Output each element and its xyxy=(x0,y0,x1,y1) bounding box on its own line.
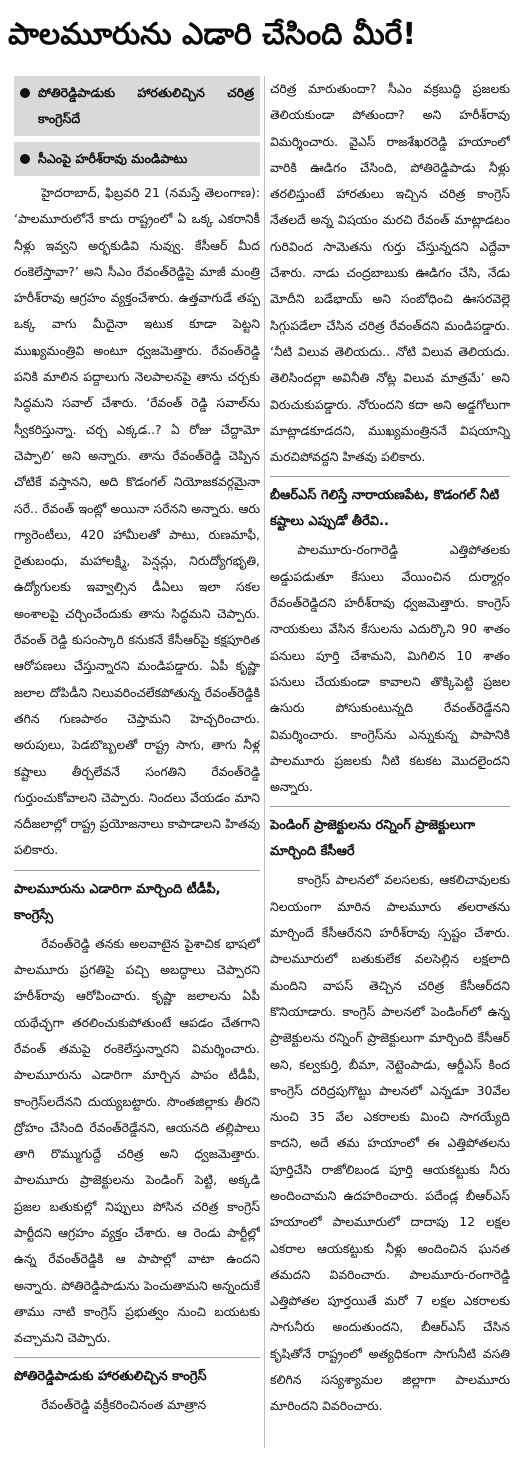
lead-paragraph: చరిత్ర మారుతుందా? సీఎం వక్రబుద్ధి ప్రజలకు తెలియకుండా పోతుందా? అని హరీశ్‌రావు విమర్శించారు. వైఎస్ రాజశేఖరరెడ్డి హయాంలో వారికి ఊడిగం చేసింది, పోతిరెడ్డిపాడు నీళ్లు తరలిస్తుంటే హారతులు ఇచ్చిన చరిత్ర కాంగ్రెస్ నేతలదే అన్న విషయం మరచి రేవంత్ మాట్లాడటం గురివింద సామెతను గుర్తు చేస్తున్నదని ఎద్దేవా చేశారు. నాడు చంద్రబాబుకు ఊడిగం చేసి, నేడు మోదీని బడేభాయ్ అని సంబోధించి ఊసరవెల్లె సిగ్గుపడేలా చేసిన చరిత్ర రేవంత్‌దని మండిపడ్డారు. ‘నీటి విలువ తెలియదు.. నోటి విలువ తెలియదు. తెలిసిందల్లా అవినీతి నోట్ల విలువ మాత్రమే’ అని విరుచుకుపడ్డారు. నోరుందని కదా అని అడ్డగోలుగా మాట్లాడకూడదని, ముఖ్యమంత్రిననే విషయాన్ని మరచిపోవద్దని హితవు పలికారు. xyxy=(270,81,510,465)
right-column xyxy=(270,76,510,1448)
section-heading: పోతిరెడ్డిపాడుకు హారతులిచ్చిన కాంగ్రెస్ xyxy=(14,1369,207,1385)
section-divider xyxy=(270,476,510,477)
section-divider xyxy=(270,806,510,807)
bullet-icon xyxy=(20,154,30,164)
bullet-icon xyxy=(20,88,30,98)
section-paragraph: రేవంత్‌రెడ్డి వక్రీకరించినంత మాత్రాన xyxy=(41,1397,207,1413)
section-paragraph: పాలమూరు-రంగారెడ్డి ఎత్తిపోతలకు అడ్డుపడుతూ కేసులు వేయించిన దుర్మార్గం రేవంత్‌రెడ్డిదని హరీశ్‌రావు ధ్వజమెత్తారు. కాంగ్రెస్ నాయకులు వేసిన కేసులను ఎదుర్కొని 90 శాతం పనులు పూర్తి చేశామని, మిగిలిన 10 శాతం పనులు చేయకుండా కావాలని తొక్కిపెట్టి ప్రజల ఉసురు పోసుకుంటున్నది రేవంత్‌రెడ్డేనని విమర్శించారు. కాంగ్రెస్‌ను ఎన్నుకున్న పాపానికి పాలమూరు ప్రజలకు నీటి కటకట మొదలైందని అన్నారు. xyxy=(270,542,510,795)
column-divider xyxy=(264,76,265,1448)
highlight-item xyxy=(14,142,260,176)
section-heading: పాలమూరును ఎడారిగా మార్చింది టీడీపీ, కాంగ్రెస్సే xyxy=(14,881,221,923)
highlight-item xyxy=(14,76,260,136)
intro-paragraph: హైదరాబాద్, ఫిబ్రవరి 21 (నమస్తే తెలంగాణ): ‘పాలమూరులోనే కాదు రాష్ట్రంలో ఏ ఒక్క ఎకరానికీ నీళ్లు ఇవ్వని అర్భకుడివి నువ్వు. కేసీఆర్ మీద రంకెలేస్తావా?’ అని సీఎం రేవంత్‌రెడ్డిపై మాజీ మంత్రి హరీశ్‌రావు ఆగ్రహం వ్యక్తంచేశారు. ఉత్తవాగుడే తప్ప ఒక్క వాగు మీదైనా ఇటుక కూడా పెట్టని ముఖ్యమంత్రివి అంటూ ధ్వజమెత్తారు. రేవంత్‌రెడ్డి పనికి మాలిన పద్దాలుగు నెలపాలనపై తాను చర్చకు సిద్ధమని సవాల్ చేశారు. ‘రేవంత్ రెడ్డి సవాల్‌ను స్వీకరిస్తున్నా. చర్చ ఎక్కడ..? ఏ రోజు చేద్దామో చెప్పాలి’ అని అన్నారు. తాను రేవంత్‌రెడ్డి చెప్పిన చోటికే వస్తానని, అది కొడంగల్ నియోజకవర్గమైనా సరే.. రేవంత్ ఇంట్లో అయినా సరేనని అన్నారు. ఆరు గ్యారెంటీలు, 420 హామీలతో పాటు, రుణమాఫీ, రైతుబంధు, మహాలక్ష్మి, పెన్షన్లు, నిరుద్యోగభృతి, ఉద్యోగులకు ఇవ్వాల్సిన డీఏలు ఇలా సకల అంశాలపై చర్చించేందుకు తాను సిద్ధమని చెప్పారు. రేవంత్ రెడ్డి కుసంస్కారి కనుకనే కేసీఆర్‌పై కక్షపూరిత ఆరోపణలు చేస్తున్నారని మండిపడ్డారు. ఏపీ కృష్ణా జలాల దోపిడీని నిలువరించలేకపోతున్న రేవంత్‌రెడ్డికి తగిన గుణపాఠం చెప్తామని హెచ్చరించారు. అరుపులు, పెడబొబ్బలతో రాష్ట్ర సాగు, తాగు నీళ్ల కష్టాలు తీర్చలేవనే సంగతిని రేవంత్‌రెడ్డి గుర్తుంచుకోవాలని చెప్పారు. నిందలు వేయడం మాని నదీజలాల్లో రాష్ట్ర ప్రయోజనాలు కాపాడాలని హితవు పలికారు. xyxy=(14,185,260,858)
section-divider xyxy=(14,870,260,871)
section-heading: పెండింగ్ ప్రాజెక్టులను రన్నింగ్ ప్రాజెక్టులుగా మార్చింది కేసీఆరే xyxy=(270,818,476,860)
highlights-box xyxy=(14,76,260,176)
section-heading: బీఆర్‌ఎస్ గెలిస్తే నారాయణపేట, కొడంగల్ నీటి కష్టాలు ఎప్పుడో తీరేవి.. xyxy=(270,488,500,530)
highlight-text: సీఎంపై హరీశ్‌రావు మండిపాటు xyxy=(38,151,188,166)
headline: పాలమూరును ఎడారి చేసింది మీరే! xyxy=(8,17,417,52)
left-column xyxy=(14,76,260,1448)
section-divider xyxy=(14,1357,260,1358)
section-paragraph: కాంగ్రెస్ పాలనలో వలసలకు, ఆకలిచావులకు నిలయంగా మారిన పాలమూరు తలరాతను మార్చిందే కేసీఆరేనని హరీశ్‌రావు స్పష్టం చేశారు. పాలమూరులో బతుకులేక వలసెల్లిన లక్షలాది మందిని వాపస్ తెచ్చిన చరిత్ర కేసీఆర్‌దని కొనియాడారు. కాంగ్రెస్ పాలనలో పెండింగ్‌లో ఉన్న ప్రాజెక్టులను రన్నింగ్ ప్రాజెక్టులుగా మార్చింది కేసీఆర్ అని, కల్వకుర్తి, బీమా, నెట్టెంపాడు, ఆర్డీఎస్ కింద కాంగ్రెస్ దరిద్రపుగొట్టు పాలనలో ఎన్నడూ 30వేల నుంచి 35 వేల ఎకరాలకు మించి సాగయ్యేది కాదని, అదే తమ హయాంలో ఈ ఎత్తిపోతలను పూర్తిచేసి రాజోలిబండ పూర్తి ఆయకట్టుకు నీరు అందించామని ఉదహరించారు. పదేండ్ల బీఆర్‌ఎస్ హయాంలో పాలమూరులో దాదాపు 12 లక్షల ఎకరాల ఆయకట్టుకు నీళ్లు అందించిన ఘనత తమదని వివరించారు. పాలమూరు-రంగారెడ్డి ఎత్తిపోతల పూర్తయితే మరో 7 లక్షల ఎకరాలకు సాగునీరు అందుతుందని, బీఆర్‌ఎస్ చేసిన కృషితోనే రాష్ట్రంలో అత్యధికంగా సాగునీటి వసతి కలిగిన సస్యశ్యామల జిల్లాగా పాలమూరు మారిందని వివరించారు. xyxy=(270,872,510,1414)
highlight-text: పోతిరెడ్డిపాడుకు హారతులిచ్చిన చరిత్ర కాంగ్రెస్‌దే xyxy=(38,85,254,126)
section-paragraph: రేవంత్‌రెడ్డి తనకు అలవాటైన పైశాచిక భాషలో పాలమూరు ప్రగతిపై పచ్చి అబద్ధాలు చెప్పారని హరీశ్‌రావు ఆరోపించారు. కృష్ణా జలాలను ఏపీ యథేచ్ఛగా తరలించుకుపోతుంటే ఆపడం చేతగాని రేవంత్ తమపై రంకెలేస్తున్నారని విమర్శించారు. పాలమూరును ఎడారిగా మార్చిన పాపం టీడీపీ, కాంగ్రెస్‌లదేనని దుయ్యబట్టారు. సొంతజిల్లాకు తీరని ద్రోహం చేసింది రేవంత్‌రెడ్డేనని, ఆయనది తల్లిపాలు తాగి రొమ్ముగుద్దే చరిత్ర అని ధ్వజమెత్తారు. పాలమూరు ప్రాజెక్టులను పెండింగ్ పెట్టి, అక్కడి ప్రజల బతుకుల్లో నిప్పులు పోసిన చరిత్ర కాంగ్రెస్ పార్టీదని ఆగ్రహం వ్యక్తం చేశారు. ఆ రెండు పార్టీల్లో ఉన్న రేవంత్‌రెడ్డికి ఆ పాపాల్లో వాటా ఉందని అన్నారు. పోతిరెడ్డిపాడును పెంచుతామని అన్నందుకే తాము నాటి కాంగ్రెస్ ప్రభుత్వం నుంచి బయటకు వచ్చామని చెప్పారు. xyxy=(14,935,260,1346)
